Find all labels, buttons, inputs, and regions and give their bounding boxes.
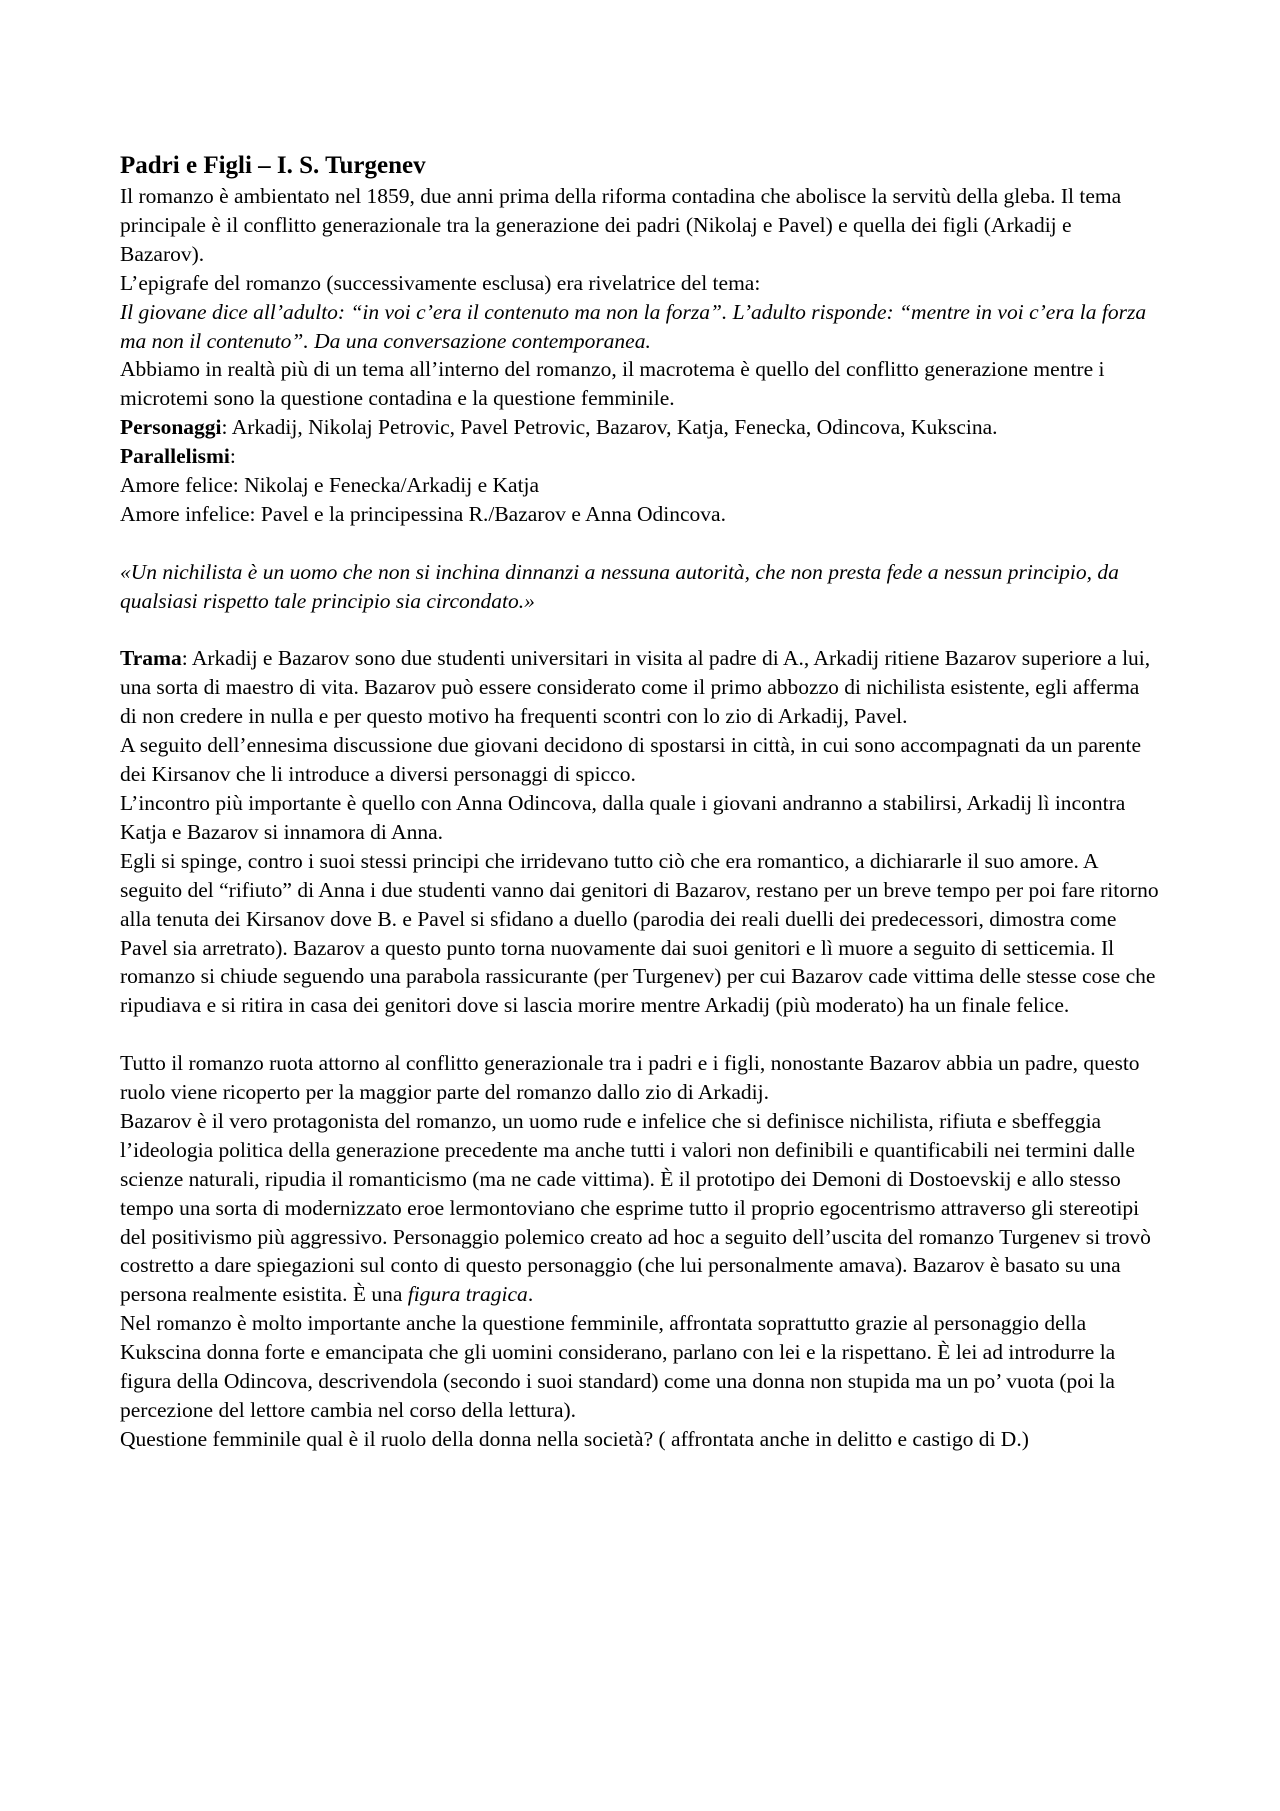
- characters-label: Personaggi: [120, 415, 222, 440]
- analysis-text: Bazarov è il vero protagonista del romanzo, un uomo rude e infelice che si definisce nichilista, rifiuta e sbeffeggia l’ideologia politica della generazione precedente ma anche tutti i valori non definibili e quantificabili nei termini dalle scienze naturali, ripudia il romanticismo (ma ne cade vittima). È il prototipo dei Demoni di Dostoevskij e allo stesso tempo una sorta di modernizzato eroe lermontoviano che esprime tutto il proprio egocentrismo attraverso gli stereotipi del positivismo più aggressivo. Personaggio polemico creato ad hoc a seguito dell’uscita del romanzo Turgenev si trovò costretto a dare spiegazioni sul conto di questo personaggio (che lui personalmente amava). Bazarov è basato su una persona realmente esistita. È una: [120, 1108, 1151, 1307]
- epigraph-intro: L’epigrafe del romanzo (successivamente esclusa) era rivelatrice del tema:: [120, 270, 761, 295]
- analysis-paragraph-3: Nel romanzo è molto importante anche la questione femminile, affrontata soprattutto grazie al personaggio della Kukscina donna forte e emancipata che gli uomini considerano, parlano con lei e la rispettano. È lei ad introdurre la figura della Odincova, descrivendola (secondo i suoi standard) come una donna non stupida ma un po’ vuota (poi la percezione del lettore cambia nel corso della lettura).: [120, 1311, 1116, 1423]
- epigraph-text: Il giovane dice all’adulto: “in voi c’era il contenuto ma non la forza”. L’adulto risponde: “mentre in voi c’era la forza ma non il contenuto”. Da una conversazione contemporanea.: [120, 299, 1147, 353]
- plot-label: Trama: [120, 646, 182, 671]
- characters-list: : Arkadij, Nikolaj Petrovic, Pavel Petrovic, Bazarov, Katja, Fenecka, Odincova, Kukscina.: [221, 415, 998, 440]
- analysis-paragraph-4: Questione femminile qual è il ruolo della donna nella società? ( affrontata anche in delitto e castigo di D.): [120, 1426, 1029, 1451]
- analysis-italic-phrase: figura tragica: [407, 1282, 528, 1307]
- themes-paragraph: Abbiamo in realtà più di un tema all’interno del romanzo, il macrotema è quello del conflitto generazione mentre i microtemi sono la questione contadina e la questione femminile.: [120, 357, 1105, 411]
- plot-paragraph-3: L’incontro più importante è quello con Anna Odincova, dalla quale i giovani andranno a stabilirsi, Arkadij lì incontra Katja e Bazarov si innamora di Anna.: [120, 791, 1126, 844]
- analysis-paragraph-1: Tutto il romanzo ruota attorno al conflitto generazionale tra i padri e i figli, nonostante Bazarov abbia un padre, questo ruolo viene ricoperto per la maggior parte del romanzo dallo zio di Arkadij.: [120, 1051, 1140, 1105]
- analysis-text-end: .: [527, 1282, 534, 1307]
- parallels-colon: :: [229, 444, 236, 469]
- spacer: [120, 529, 1160, 558]
- intro-paragraph: Il romanzo è ambientato nel 1859, due anni prima della riforma contadina che abolisce la servitù della gleba. Il tema principale è il conflitto generazionale tra la generazione dei padri (Nikolaj e Pavel) e quella dei figli (Arkadij e Bazarov).: [120, 184, 1122, 266]
- parallel-line-unhappy: Amore infelice: Pavel e la principessina R./Bazarov e Anna Odincova.: [120, 501, 726, 526]
- plot-paragraph: [120, 644, 1160, 731]
- spacer: [120, 1020, 1160, 1049]
- plot-paragraph-2: A seguito dell’ennesima discussione due giovani decidono di spostarsi in città, in cui sono accompagnati da un parente dei Kirsanov che li introduce a diversi personaggi di spicco.: [120, 733, 1142, 787]
- spacer: [120, 616, 1160, 645]
- parallels-heading: [120, 442, 1160, 471]
- document-title: Padri e Figli – I. S. Turgenev: [120, 152, 426, 179]
- nihilist-quote: «Un nichilista è un uomo che non si inchina dinnanzi a nessuna autorità, che non presta fede a nessun principio, da qualsiasi rispetto tale principio sia circondato.»: [120, 559, 1119, 613]
- parallels-label: Parallelismi: [120, 444, 230, 469]
- parallel-line-happy: Amore felice: Nikolaj e Fenecka/Arkadij e Katja: [120, 473, 540, 498]
- characters-paragraph: [120, 413, 1160, 442]
- plot-paragraph-4: Egli si spinge, contro i suoi stessi principi che irridevano tutto ciò che era romantico, a dichiararle il suo amore. A seguito del “rifiuto” di Anna i due studenti vanno dai genitori di Bazarov, restano per un breve tempo per poi fare ritorno alla tenuta dei Kirsanov dove B. e Pavel si sfidano a duello (parodia dei reali duelli dei predecessori, dimostra come Pavel sia arretrato). Bazarov a questo punto torna nuovamente dai suoi genitori e lì muore a seguito di setticemia. Il romanzo si chiude seguendo una parabola rassicurante (per Turgenev) per cui Bazarov cade vittima delle stesse cose che ripudiava e si ritira in casa dei genitori dove si lascia morire mentre Arkadij (più moderato) ha un finale felice.: [120, 848, 1159, 1018]
- plot-text: : Arkadij e Bazarov sono due studenti universitari in visita al padre di A., Arkadij ritiene Bazarov superiore a lui, una sorta di maestro di vita. Bazarov può essere considerato come il primo abbozzo di nichilista esistente, egli afferma di non credere in nulla e per questo motivo ha frequenti scontri con lo zio di Arkadij, Pavel.: [120, 646, 1151, 729]
- analysis-paragraph-2: [120, 1107, 1160, 1309]
- document-body: [120, 150, 1160, 1454]
